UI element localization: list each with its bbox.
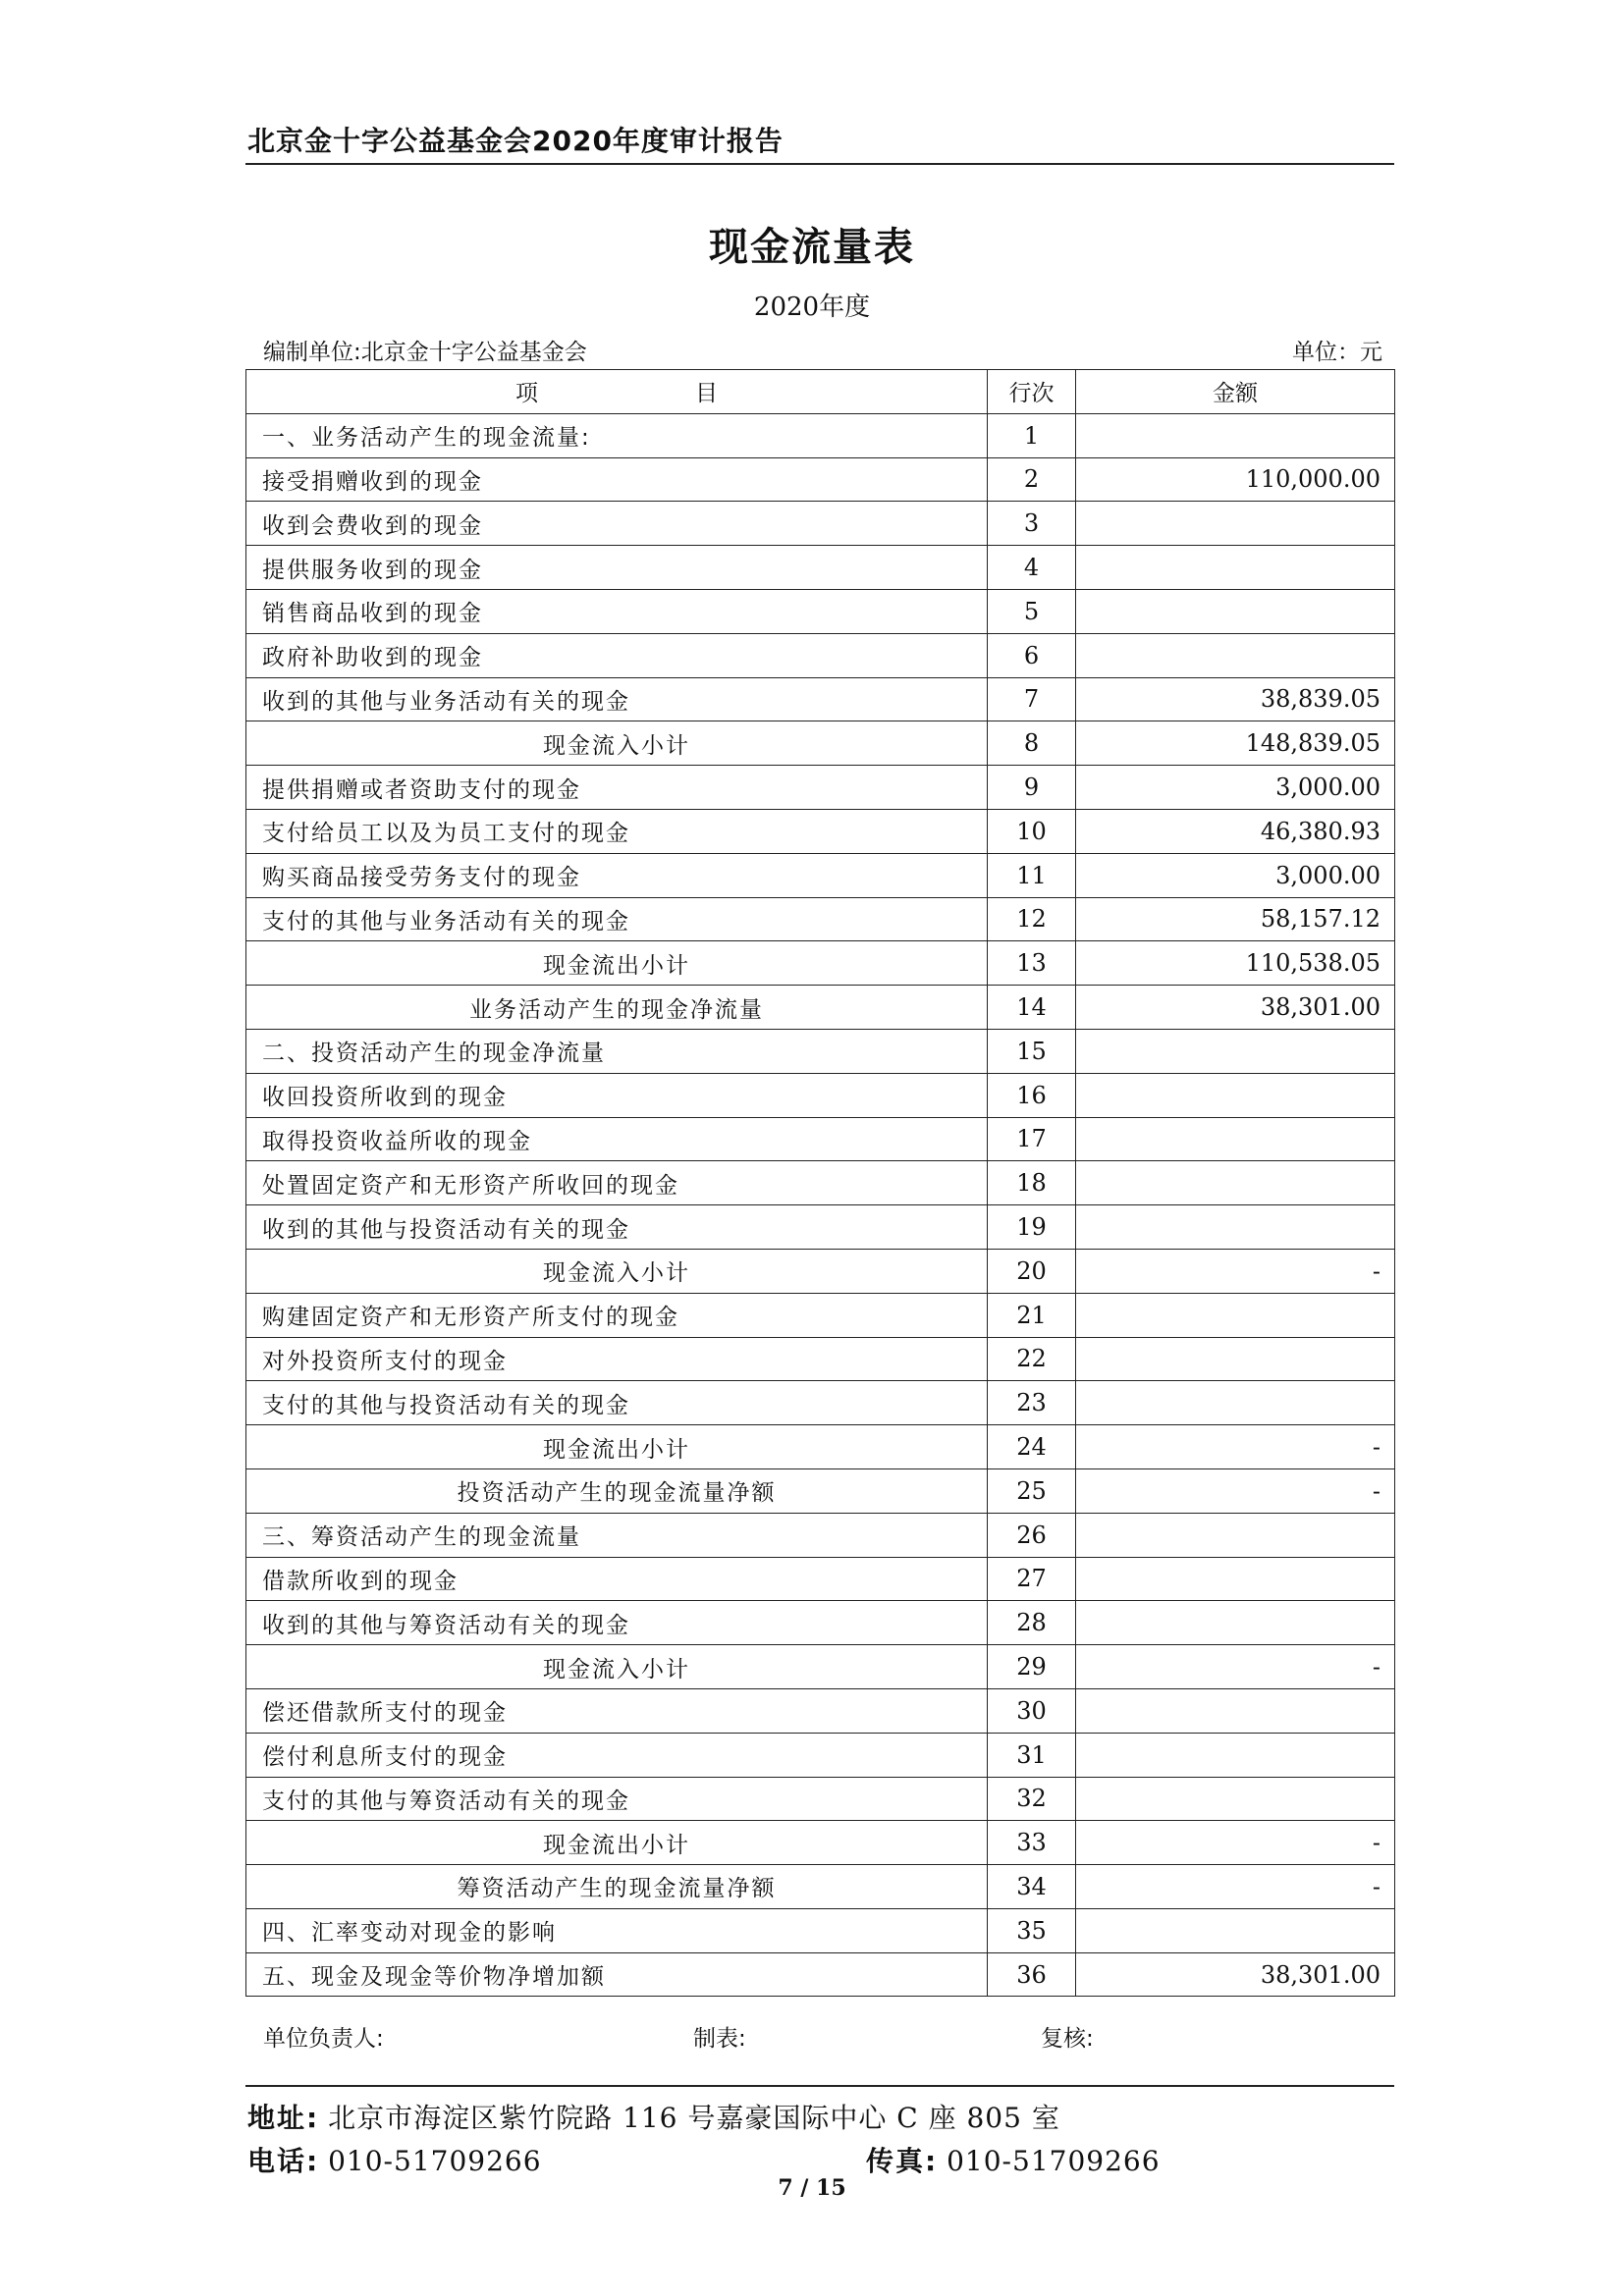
table-row (246, 1205, 1395, 1250)
row-amount: - (1076, 1821, 1395, 1865)
table-row (246, 1908, 1395, 1952)
row-amount (1076, 546, 1395, 590)
table-row (246, 413, 1395, 457)
address-value: 北京市海淀区紫竹院路 116 号嘉豪国际中心 C 座 805 室 (328, 2102, 1060, 2134)
row-amount: 46,380.93 (1076, 809, 1395, 853)
table-row (246, 589, 1395, 633)
row-item-label: 偿付利息所支付的现金 (246, 1733, 988, 1777)
row-amount (1076, 1293, 1395, 1337)
row-item-label: 三、筹资活动产生的现金流量 (246, 1513, 988, 1557)
table-row (246, 1029, 1395, 1073)
row-number: 23 (988, 1381, 1076, 1425)
row-item-label: 五、现金及现金等价物净增加额 (246, 1952, 988, 1997)
row-number: 35 (988, 1908, 1076, 1952)
table-row (246, 1557, 1395, 1601)
report-header (245, 116, 1394, 165)
row-number: 20 (988, 1249, 1076, 1293)
row-item-label: 购买商品接受劳务支付的现金 (246, 853, 988, 897)
row-item-label: 对外投资所支付的现金 (246, 1337, 988, 1381)
row-item-label: 收到会费收到的现金 (246, 502, 988, 546)
row-item-label: 购建固定资产和无形资产所支付的现金 (246, 1293, 988, 1337)
row-number: 13 (988, 941, 1076, 986)
report-header-title: 北京金十字公益基金会2020年度审计报告 (247, 125, 784, 157)
row-number: 25 (988, 1468, 1076, 1513)
row-amount (1076, 1337, 1395, 1381)
table-row (246, 897, 1395, 941)
row-number: 4 (988, 546, 1076, 590)
table-row (246, 1733, 1395, 1777)
row-number: 36 (988, 1952, 1076, 1997)
row-amount: 110,000.00 (1076, 457, 1395, 502)
table-row (246, 1821, 1395, 1865)
row-number: 8 (988, 721, 1076, 766)
row-amount (1076, 502, 1395, 546)
row-item-label: 收回投资所收到的现金 (246, 1073, 988, 1117)
table-row (246, 1645, 1395, 1689)
row-number: 11 (988, 853, 1076, 897)
row-amount (1076, 1205, 1395, 1250)
row-item-label: 取得投资收益所收的现金 (246, 1117, 988, 1161)
row-number: 30 (988, 1688, 1076, 1733)
table-row (246, 809, 1395, 853)
row-number: 24 (988, 1425, 1076, 1469)
table-row (246, 986, 1395, 1030)
address-label: 地址: (247, 2102, 320, 2134)
row-item-label: 筹资活动产生的现金流量净额 (246, 1865, 988, 1909)
row-number: 28 (988, 1601, 1076, 1645)
row-amount: 148,839.05 (1076, 721, 1395, 766)
preparing-unit: 编制单位:北京金十字公益基金会 (263, 340, 587, 365)
row-amount: 3,000.00 (1076, 853, 1395, 897)
footer-address (247, 2097, 1060, 2136)
row-item-label: 现金流入小计 (246, 1645, 988, 1689)
table-row (246, 1468, 1395, 1513)
table-row (246, 853, 1395, 897)
table-row (246, 502, 1395, 546)
row-amount: 38,839.05 (1076, 677, 1395, 721)
row-item-label: 收到的其他与投资活动有关的现金 (246, 1205, 988, 1250)
row-item-label: 投资活动产生的现金流量净额 (246, 1468, 988, 1513)
row-amount (1076, 1161, 1395, 1205)
row-item-label: 支付给员工以及为员工支付的现金 (246, 809, 988, 853)
row-item-label: 业务活动产生的现金净流量 (246, 986, 988, 1030)
row-number: 12 (988, 897, 1076, 941)
row-amount (1076, 413, 1395, 457)
row-number: 9 (988, 766, 1076, 810)
row-item-label: 现金流入小计 (246, 721, 988, 766)
row-amount: - (1076, 1645, 1395, 1689)
row-number: 19 (988, 1205, 1076, 1250)
table-row (246, 1777, 1395, 1821)
row-number: 14 (988, 986, 1076, 1030)
column-header-amount: 金额 (1076, 370, 1395, 414)
row-amount (1076, 1908, 1395, 1952)
row-amount (1076, 1557, 1395, 1601)
row-amount: - (1076, 1468, 1395, 1513)
row-amount (1076, 1073, 1395, 1117)
column-header-item (246, 370, 988, 414)
row-number: 16 (988, 1073, 1076, 1117)
row-item-label: 收到的其他与业务活动有关的现金 (246, 677, 988, 721)
table-row (246, 457, 1395, 502)
column-header-item-part1: 项 (515, 381, 538, 407)
row-item-label: 支付的其他与业务活动有关的现金 (246, 897, 988, 941)
table-row (246, 1293, 1395, 1337)
column-header-row-no: 行次 (988, 370, 1076, 414)
row-amount (1076, 1029, 1395, 1073)
row-item-label: 提供捐赠或者资助支付的现金 (246, 766, 988, 810)
row-item-label: 偿还借款所支付的现金 (246, 1688, 988, 1733)
row-number: 3 (988, 502, 1076, 546)
signature-reviewer: 复核: (1041, 2026, 1094, 2052)
table-row (246, 677, 1395, 721)
signature-unit-head: 单位负责人: (263, 2026, 384, 2052)
table-row (246, 766, 1395, 810)
table-row (246, 1249, 1395, 1293)
row-number: 27 (988, 1557, 1076, 1601)
table-row (246, 1952, 1395, 1997)
phone-label: 电话: (247, 2145, 320, 2177)
table-row (246, 1513, 1395, 1557)
row-amount (1076, 1688, 1395, 1733)
row-item-label: 四、汇率变动对现金的影响 (246, 1908, 988, 1952)
row-item-label: 提供服务收到的现金 (246, 546, 988, 590)
row-amount: 38,301.00 (1076, 1952, 1395, 1997)
currency-unit: 单位：元 (1292, 340, 1382, 365)
row-number: 29 (988, 1645, 1076, 1689)
column-header-item-part2: 目 (695, 381, 718, 407)
fax-label: 传真: (866, 2145, 939, 2177)
table-row (246, 1161, 1395, 1205)
footer-fax (866, 2140, 1161, 2179)
footer-phone (247, 2140, 542, 2179)
row-amount (1076, 1733, 1395, 1777)
cash-flow-table (245, 369, 1395, 1997)
row-item-label: 收到的其他与筹资活动有关的现金 (246, 1601, 988, 1645)
row-amount (1076, 589, 1395, 633)
row-amount: - (1076, 1249, 1395, 1293)
row-amount: 3,000.00 (1076, 766, 1395, 810)
row-amount: 38,301.00 (1076, 986, 1395, 1030)
row-number: 2 (988, 457, 1076, 502)
row-item-label: 一、业务活动产生的现金流量: (246, 413, 988, 457)
row-amount: 110,538.05 (1076, 941, 1395, 986)
row-number: 32 (988, 1777, 1076, 1821)
row-item-label: 现金流出小计 (246, 1425, 988, 1469)
row-item-label: 销售商品收到的现金 (246, 589, 988, 633)
table-row (246, 546, 1395, 590)
row-item-label: 现金流出小计 (246, 941, 988, 986)
row-number: 6 (988, 633, 1076, 677)
row-amount (1076, 1513, 1395, 1557)
row-number: 26 (988, 1513, 1076, 1557)
document-period: 2020年度 (753, 293, 871, 322)
table-row (246, 1425, 1395, 1469)
table-row (246, 1337, 1395, 1381)
table-row (246, 941, 1395, 986)
footer-divider (245, 2085, 1394, 2087)
table-row (246, 1381, 1395, 1425)
row-number: 10 (988, 809, 1076, 853)
row-number: 15 (988, 1029, 1076, 1073)
row-amount (1076, 1381, 1395, 1425)
table-row (246, 721, 1395, 766)
row-item-label: 接受捐赠收到的现金 (246, 457, 988, 502)
row-item-label: 支付的其他与筹资活动有关的现金 (246, 1777, 988, 1821)
row-amount (1076, 633, 1395, 677)
signature-preparer: 制表: (693, 2026, 746, 2052)
row-number: 1 (988, 413, 1076, 457)
fax-value: 010-51709266 (947, 2145, 1161, 2177)
table-row (246, 1865, 1395, 1909)
row-item-label: 支付的其他与投资活动有关的现金 (246, 1381, 988, 1425)
row-number: 17 (988, 1117, 1076, 1161)
row-item-label: 政府补助收到的现金 (246, 633, 988, 677)
row-number: 7 (988, 677, 1076, 721)
row-number: 5 (988, 589, 1076, 633)
row-amount (1076, 1601, 1395, 1645)
row-item-label: 现金流入小计 (246, 1249, 988, 1293)
row-number: 21 (988, 1293, 1076, 1337)
row-item-label: 借款所收到的现金 (246, 1557, 988, 1601)
row-item-label: 现金流出小计 (246, 1821, 988, 1865)
row-amount: 58,157.12 (1076, 897, 1395, 941)
table-row (246, 633, 1395, 677)
row-number: 34 (988, 1865, 1076, 1909)
row-amount (1076, 1777, 1395, 1821)
table-header-row (246, 370, 1395, 414)
row-amount: - (1076, 1425, 1395, 1469)
table-row (246, 1601, 1395, 1645)
phone-value: 010-51709266 (328, 2145, 542, 2177)
row-item-label: 处置固定资产和无形资产所收回的现金 (246, 1161, 988, 1205)
row-number: 31 (988, 1733, 1076, 1777)
row-number: 33 (988, 1821, 1076, 1865)
table-row (246, 1688, 1395, 1733)
row-item-label: 二、投资活动产生的现金净流量 (246, 1029, 988, 1073)
page-number: 7 / 15 (778, 2175, 846, 2201)
row-amount (1076, 1117, 1395, 1161)
row-number: 18 (988, 1161, 1076, 1205)
row-number: 22 (988, 1337, 1076, 1381)
table-row (246, 1073, 1395, 1117)
table-row (246, 1117, 1395, 1161)
document-title: 现金流量表 (709, 225, 915, 270)
row-amount: - (1076, 1865, 1395, 1909)
